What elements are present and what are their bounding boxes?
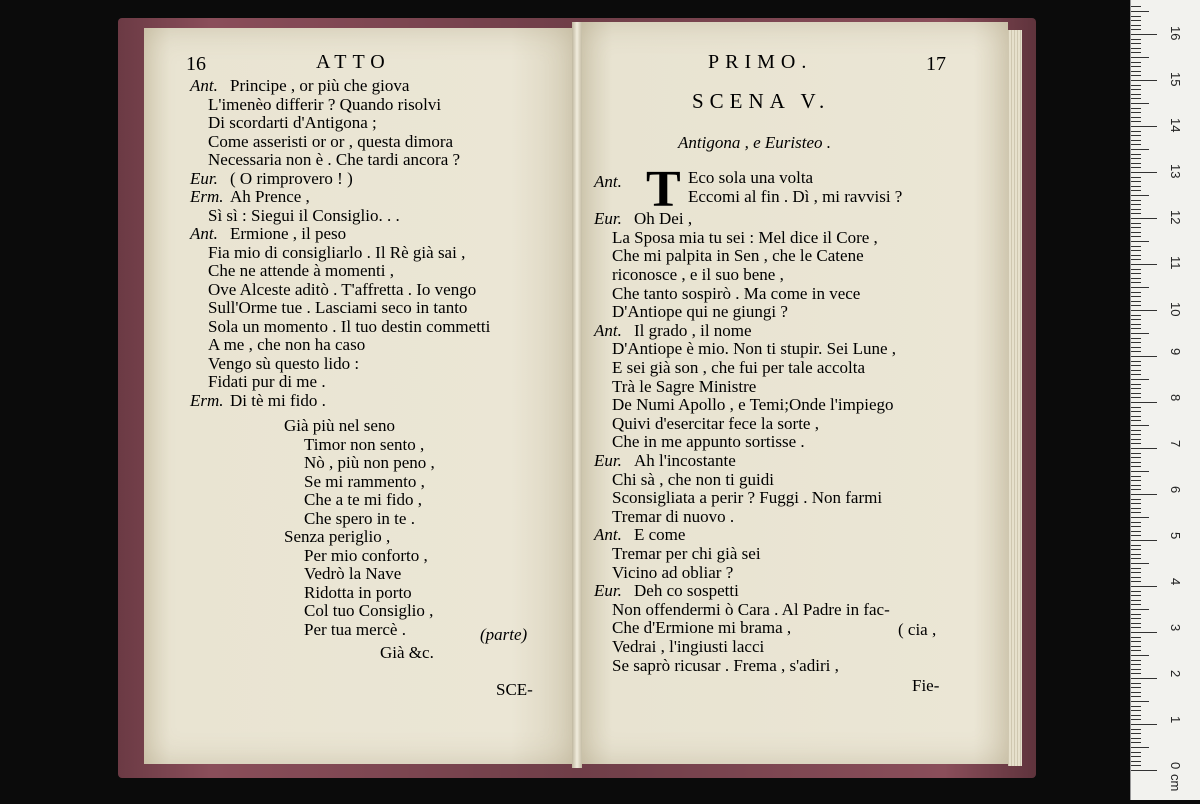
ruler-tick [1131, 154, 1141, 155]
ruler-number: 5 [1168, 532, 1183, 540]
ruler-tick [1131, 209, 1141, 210]
ruler-tick [1131, 80, 1157, 81]
dialogue-line: Sì sì : Siegui il Consiglio. . . [208, 205, 400, 225]
ruler-tick [1131, 328, 1141, 329]
ruler-tick [1131, 39, 1141, 40]
scene-title: SCENA V. [692, 89, 831, 113]
dialogue-line: Il grado , il nome [634, 320, 752, 340]
ruler-tick [1131, 223, 1141, 224]
running-head: PRIMO. [708, 51, 813, 73]
ruler-tick [1131, 190, 1141, 191]
dialogue-line: Quivi d'esercitar fece la sorte , [612, 413, 819, 433]
dialogue-line: Fia mio di consigliarlo . Il Rè già sai , [208, 242, 466, 262]
ruler-tick [1131, 43, 1141, 44]
speaker-label: Ant. [594, 172, 622, 191]
ruler-tick [1131, 701, 1149, 702]
ruler-tick [1131, 131, 1141, 132]
ruler-tick [1131, 453, 1141, 454]
dialogue-line: Tremar di nuovo . [612, 506, 735, 526]
speaker-label: Erm. [190, 187, 224, 206]
ruler-tick [1131, 706, 1141, 707]
ruler-tick [1131, 425, 1149, 426]
ruler-tick [1131, 462, 1141, 463]
aria-line: Nò , più non peno , [304, 453, 435, 472]
measuring-ruler [1130, 0, 1200, 800]
dialogue-line: Principe , or più che giova [230, 76, 410, 95]
ruler-tick [1131, 710, 1141, 711]
dialogue-line: Eccomi al fin . Dì , mi ravvisi ? [688, 186, 903, 206]
ruler-tick [1131, 646, 1141, 647]
ruler-tick [1131, 692, 1141, 693]
aria-line: Che spero in te . [304, 508, 415, 528]
ruler-tick [1131, 218, 1157, 219]
ruler-tick [1131, 158, 1141, 159]
ruler-tick [1131, 181, 1141, 182]
ruler-tick [1131, 264, 1157, 265]
ruler-number: 15 [1168, 72, 1183, 87]
speaker-label: Ant. [594, 320, 622, 340]
runover-text: ( cia , [898, 620, 937, 639]
aria-line: Già più nel seno [284, 416, 395, 435]
ruler-tick [1131, 471, 1149, 472]
ruler-tick [1131, 6, 1141, 7]
ruler-tick [1131, 351, 1141, 352]
ruler-tick [1131, 347, 1141, 348]
page-edges [1008, 30, 1022, 766]
ruler-tick [1131, 581, 1141, 582]
ruler-tick [1131, 420, 1141, 421]
ruler-tick [1131, 163, 1141, 164]
ruler-tick [1131, 623, 1141, 624]
running-head: ATTO [316, 51, 391, 73]
ruler-tick [1131, 522, 1141, 523]
ruler-tick [1131, 66, 1141, 67]
dialogue-line: Sola un momento . Il tuo destin commetti [208, 316, 491, 336]
ruler-number: 0 [1168, 762, 1183, 770]
speaker-label: Ant. [190, 224, 218, 243]
dialogue-line: Come asseristi or or , questa dimora [208, 131, 454, 151]
ruler-tick [1131, 673, 1141, 674]
ruler-tick [1131, 489, 1141, 490]
ruler-tick [1131, 186, 1141, 187]
dialogue-line: Vicino ad obliar ? [612, 562, 734, 582]
ruler-tick [1131, 397, 1141, 398]
ruler-tick [1131, 655, 1149, 656]
dialogue-line: riconosce , e il suo bene , [612, 265, 784, 284]
ruler-tick [1131, 448, 1157, 449]
ruler-tick [1131, 365, 1141, 366]
dialogue-line: Che ne attende à momenti , [208, 261, 394, 280]
ruler-tick [1131, 678, 1157, 679]
ruler-tick [1131, 112, 1141, 113]
dialogue-line: E sei già son , che fui per tale accolta [612, 358, 865, 377]
ruler-number: 13 [1168, 164, 1183, 179]
character-list: Antigona , e Euristeo . [678, 133, 831, 152]
ruler-tick [1131, 765, 1141, 766]
aria-line: Per mio conforto , [304, 545, 428, 565]
ruler-tick [1131, 195, 1149, 196]
ruler-tick [1131, 278, 1141, 279]
ruler-tick [1131, 476, 1141, 477]
ruler-tick [1131, 738, 1141, 739]
ruler-tick [1131, 333, 1149, 334]
ruler-tick [1131, 591, 1141, 592]
speaker-label: Eur. [594, 451, 622, 470]
ruler-tick [1131, 273, 1141, 274]
dialogue-line: Trà le Sagre Ministre [612, 376, 757, 396]
catchword: SCE- [496, 680, 533, 699]
ruler-tick [1131, 117, 1141, 118]
ruler-tick [1131, 531, 1141, 532]
ruler-tick [1131, 535, 1141, 536]
ruler-unit: cm [1168, 774, 1183, 792]
ruler-tick [1131, 374, 1141, 375]
ruler-tick [1131, 52, 1141, 53]
ruler-tick [1131, 20, 1141, 21]
ruler-tick [1131, 411, 1141, 412]
dialogue-line: Ah Prence , [230, 187, 310, 206]
da-capo: Già &c. [380, 643, 434, 662]
ruler-number: 10 [1168, 302, 1183, 317]
ruler-number: 16 [1168, 26, 1183, 41]
ruler-tick [1131, 595, 1141, 596]
ruler-tick [1131, 149, 1149, 150]
dialogue-line: Di tè mi fido . [230, 390, 326, 410]
drop-cap: T [646, 161, 681, 218]
ruler-tick [1131, 25, 1141, 26]
ruler-tick [1131, 719, 1141, 720]
ruler-tick [1131, 664, 1141, 665]
ruler-tick [1131, 609, 1149, 610]
dialogue-line: D'Antiope qui ne giungi ? [612, 302, 788, 322]
speaker-label: Ant. [190, 76, 218, 95]
ruler-tick [1131, 305, 1141, 306]
dialogue-line: Deh co sospetti [634, 581, 739, 601]
ruler-tick [1131, 296, 1141, 297]
ruler-tick [1131, 614, 1141, 615]
ruler-tick [1131, 637, 1141, 638]
ruler-tick [1131, 687, 1141, 688]
page-number: 16 [186, 53, 206, 75]
page-number: 17 [926, 53, 946, 75]
ruler-number: 2 [1168, 670, 1183, 678]
ruler-tick [1131, 94, 1141, 95]
ruler-tick [1131, 434, 1141, 435]
ruler-tick [1131, 204, 1141, 205]
ruler-tick [1131, 402, 1157, 403]
ruler-tick [1131, 761, 1141, 762]
ruler-tick [1131, 457, 1141, 458]
ruler-tick [1131, 558, 1141, 559]
ruler-number: 9 [1168, 348, 1183, 356]
ruler-tick [1131, 338, 1141, 339]
ruler-tick [1131, 108, 1141, 109]
ruler-tick [1131, 586, 1157, 587]
ruler-tick [1131, 604, 1141, 605]
ruler-tick [1131, 439, 1141, 440]
dialogue-line: Ove Alceste aditò . T'affretta . Io vengo [208, 279, 477, 299]
ruler-tick [1131, 660, 1141, 661]
ruler-tick [1131, 342, 1141, 343]
ruler-tick [1131, 287, 1149, 288]
dialogue-line: L'imenèo differir ? Quando risolvi [208, 94, 442, 114]
ruler-tick [1131, 508, 1141, 509]
ruler-tick [1131, 379, 1149, 380]
ruler-tick [1131, 627, 1141, 628]
ruler-tick [1131, 356, 1157, 357]
ruler-tick [1131, 236, 1141, 237]
speaker-label: Eur. [594, 581, 622, 601]
ruler-tick [1131, 669, 1141, 670]
dialogue-line: Chi sà , che non ti guidi [612, 469, 774, 489]
ruler-tick [1131, 756, 1141, 757]
ruler-tick [1131, 103, 1149, 104]
ruler-tick [1131, 213, 1141, 214]
ruler-tick [1131, 29, 1141, 30]
ruler-tick [1131, 57, 1149, 58]
ruler-number: 7 [1168, 440, 1183, 448]
ruler-tick [1131, 11, 1149, 12]
ruler-number: 11 [1168, 256, 1183, 270]
ruler-tick [1131, 98, 1141, 99]
dialogue-line: Vengo sù questo lido : [208, 353, 360, 373]
dialogue-line: A me , che non ha caso [208, 335, 366, 354]
ruler-tick [1131, 733, 1141, 734]
ruler-tick [1131, 255, 1141, 256]
ruler-number: 4 [1168, 578, 1183, 586]
ruler-tick [1131, 71, 1141, 72]
ruler-tick [1131, 512, 1141, 513]
ruler-number: 3 [1168, 624, 1183, 632]
dialogue-line: La Sposa mia tu sei : Mel dice il Core , [612, 227, 878, 247]
dialogue-line: Di scordarti d'Antigona ; [208, 113, 377, 132]
ruler-tick [1131, 715, 1141, 716]
ruler-tick [1131, 650, 1141, 651]
catchword: Fie- [912, 676, 940, 695]
dialogue-line: Tremar per chi già sei [612, 544, 761, 563]
dialogue-line: Ermione , il peso [230, 224, 347, 243]
ruler-tick [1131, 370, 1141, 371]
ruler-tick [1131, 89, 1141, 90]
ruler-tick [1131, 416, 1141, 417]
dialogue-line: Che d'Ermione mi brama , [612, 618, 792, 638]
aria-line: Timor non sento , [304, 434, 425, 454]
dialogue-line: De Numi Apollo , e Temi;Onde l'impiego [612, 395, 894, 415]
ruler-tick [1131, 361, 1141, 362]
ruler-tick [1131, 407, 1141, 408]
ruler-tick [1131, 319, 1141, 320]
aria-line: Senza periglio , [284, 527, 391, 546]
ruler-tick [1131, 499, 1141, 500]
ruler-tick [1131, 384, 1141, 385]
speaker-label: Erm. [190, 390, 224, 410]
ruler-tick [1131, 246, 1141, 247]
ruler-tick [1131, 545, 1141, 546]
ruler-tick [1131, 540, 1157, 541]
ruler-tick [1131, 172, 1157, 173]
ruler-tick [1131, 494, 1157, 495]
ruler-tick [1131, 466, 1141, 467]
ruler-tick [1131, 549, 1141, 550]
ruler-number: 1 [1168, 716, 1183, 724]
ruler-tick [1131, 724, 1157, 725]
dialogue-line: Sull'Orme tue . Lasciami seco in tanto [208, 298, 468, 317]
ruler-tick [1131, 770, 1157, 771]
ruler-tick [1131, 577, 1141, 578]
ruler-tick [1131, 259, 1141, 260]
dialogue-line: Ah l'incostante [634, 451, 736, 470]
ruler-tick [1131, 572, 1141, 573]
ruler-tick [1131, 16, 1141, 17]
ruler-tick [1131, 517, 1149, 518]
dialogue-line: Che in me appunto sortisse . [612, 432, 805, 452]
aria-line: Che a te mi fido , [304, 490, 423, 509]
ruler-tick [1131, 632, 1157, 633]
aria-line: Col tuo Consiglio , [304, 601, 434, 620]
book-gutter [572, 22, 582, 768]
ruler-tick [1131, 75, 1141, 76]
dialogue-line: Fidati pur di me . [208, 372, 326, 391]
dialogue-line: Necessaria non è . Che tardi ancora ? [208, 150, 461, 169]
ruler-tick [1131, 683, 1141, 684]
ruler-tick [1131, 62, 1141, 63]
ruler-tick [1131, 393, 1141, 394]
ruler-tick [1131, 144, 1141, 145]
ruler-tick [1131, 167, 1141, 168]
ruler-tick [1131, 177, 1141, 178]
ruler-number: 12 [1168, 210, 1183, 225]
ruler-tick [1131, 324, 1141, 325]
ruler-number: 6 [1168, 486, 1183, 494]
aria-line: Se mi rammento , [304, 471, 425, 491]
ruler-tick [1131, 292, 1141, 293]
aria-line: Ridotta in porto [304, 582, 412, 602]
speaker-label: Eur. [594, 209, 622, 229]
ruler-number: 8 [1168, 394, 1183, 402]
speaker-label: Ant. [594, 525, 622, 545]
ruler-tick [1131, 388, 1141, 389]
ruler-tick [1131, 526, 1141, 527]
dialogue-line: Vedrai , l'ingiusti lacci [612, 637, 765, 656]
ruler-tick [1131, 485, 1141, 486]
dialogue-line: Che mi palpita in Sen , che le Catene [612, 246, 864, 266]
ruler-number: 14 [1168, 118, 1183, 133]
ruler-tick [1131, 752, 1141, 753]
ruler-tick [1131, 554, 1141, 555]
ruler-tick [1131, 618, 1141, 619]
dialogue-line: Che tanto sospirò . Ma come in vece [612, 283, 861, 303]
dialogue-line: E come [634, 525, 686, 545]
speaker-label: Eur. [190, 168, 218, 188]
ruler-tick [1131, 269, 1141, 270]
ruler-tick [1131, 241, 1149, 242]
ruler-tick [1131, 563, 1149, 564]
ruler-tick [1131, 315, 1141, 316]
ruler-tick [1131, 747, 1149, 748]
ruler-tick [1131, 232, 1141, 233]
dialogue-line: ( O rimprovero ! ) [230, 168, 353, 188]
ruler-tick [1131, 126, 1157, 127]
ruler-tick [1131, 600, 1141, 601]
dialogue-line: D'Antiope è mio. Non ti stupir. Sei Lune , [612, 339, 897, 359]
dialogue-line: Sconsigliata a perir ? Fuggi . Non farmi [612, 488, 883, 508]
ruler-tick [1131, 729, 1141, 730]
ruler-tick [1131, 696, 1141, 697]
ruler-tick [1131, 301, 1141, 302]
ruler-tick [1131, 480, 1141, 481]
ruler-tick [1131, 282, 1141, 283]
ruler-tick [1131, 200, 1141, 201]
ruler-tick [1131, 641, 1141, 642]
ruler-tick [1131, 48, 1141, 49]
ruler-tick [1131, 140, 1141, 141]
aria-line: Vedrò la Nave [304, 564, 402, 583]
stage-direction: (parte) [480, 625, 528, 644]
ruler-tick [1131, 310, 1157, 311]
ruler-tick [1131, 121, 1141, 122]
dialogue-line: Eco sola una volta [688, 168, 814, 187]
dialogue-line: Se saprò ricusar . Frema , s'adiri , [612, 655, 839, 675]
ruler-tick [1131, 135, 1141, 136]
ruler-tick [1131, 430, 1141, 431]
ruler-tick [1131, 443, 1141, 444]
aria-line: Per tua mercè . [304, 619, 406, 639]
ruler-tick [1131, 85, 1141, 86]
ruler-tick [1131, 503, 1141, 504]
ruler-tick [1131, 250, 1141, 251]
dialogue-line: Oh Dei , [634, 209, 693, 229]
dialogue-line: Non offendermi ò Cara . Al Padre in fac- [612, 599, 890, 619]
ruler-tick [1131, 227, 1141, 228]
ruler-tick [1131, 568, 1141, 569]
ruler-tick [1131, 34, 1157, 35]
ruler-tick [1131, 742, 1141, 743]
